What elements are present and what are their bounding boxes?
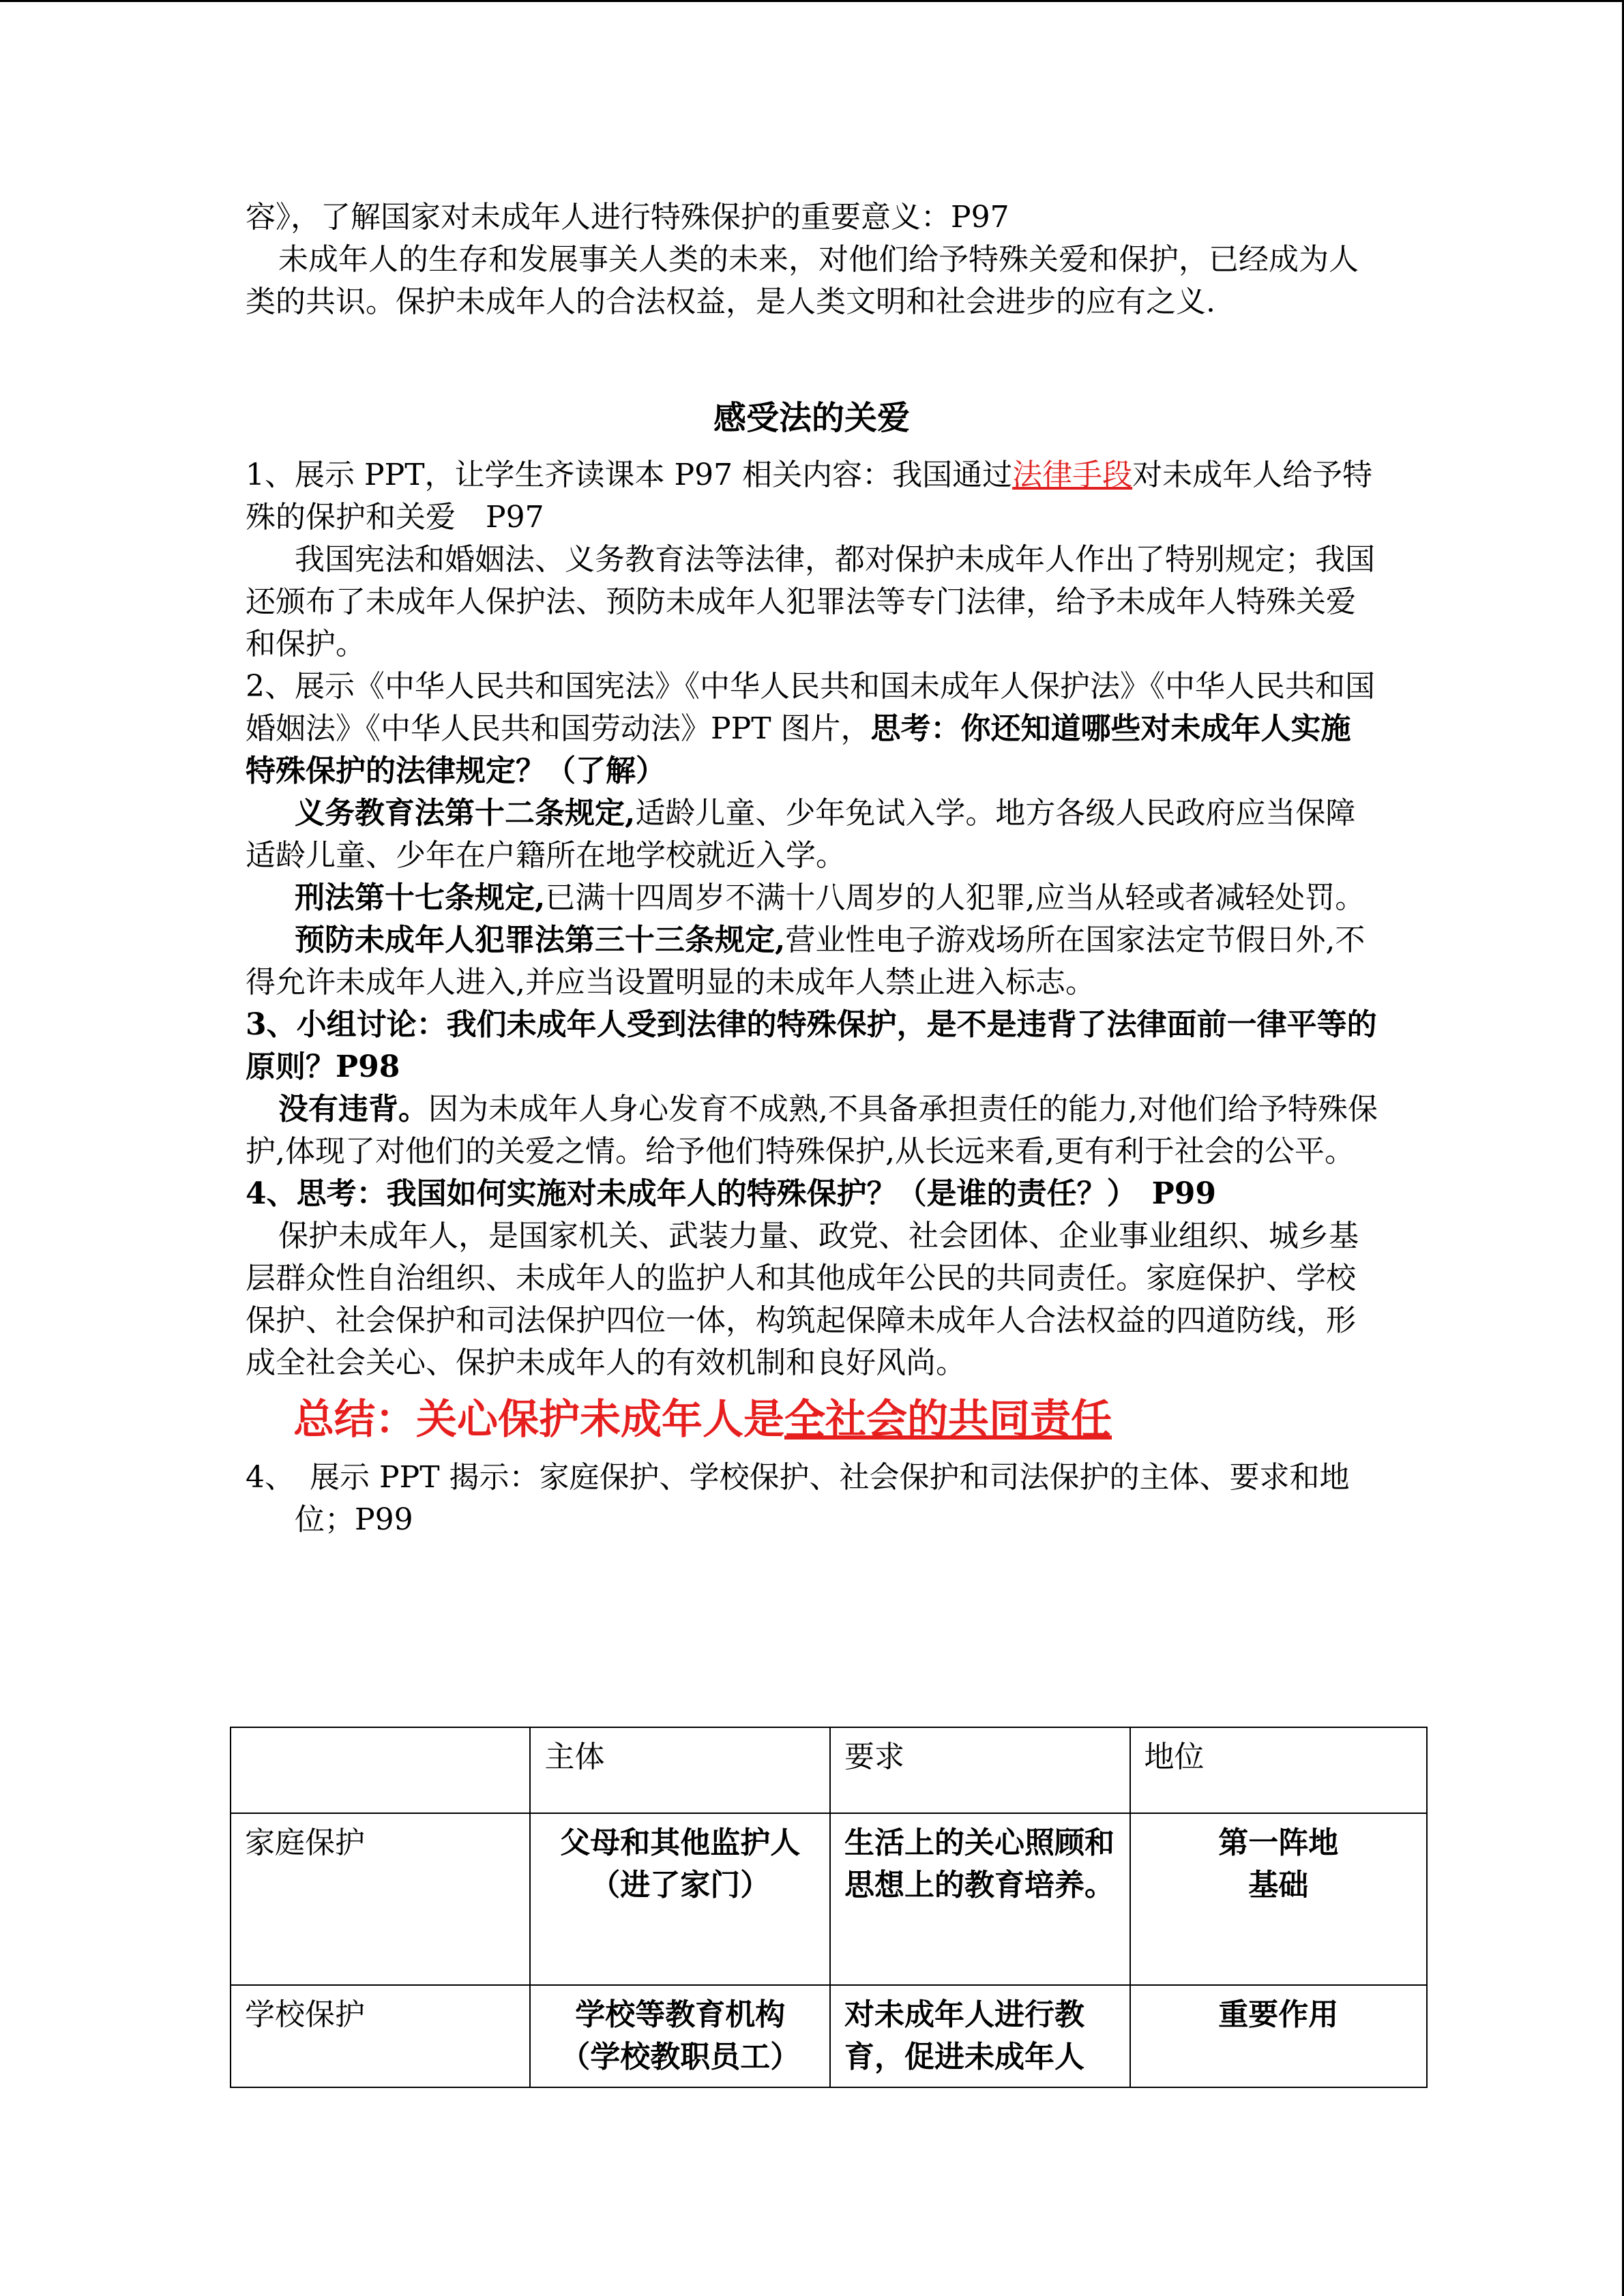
item3-answer-lead: 没有违背。: [278, 1092, 428, 1127]
item1-heading: [246, 454, 1378, 539]
protection-table: [230, 1727, 1428, 2088]
law2-paragraph: [246, 877, 1378, 919]
status-line: 第一阵地: [1218, 1825, 1339, 1860]
table-row: [231, 1985, 1427, 2087]
law1-paragraph: [246, 792, 1378, 877]
law1-title: 义务教育法第十二条规定,: [295, 796, 636, 831]
subject-cell: [530, 1813, 830, 1985]
law2-title: 刑法第十七条规定,: [295, 880, 546, 915]
status-cell: [1130, 1813, 1427, 1985]
summary-line: [293, 1388, 1378, 1451]
table-row: [231, 1813, 1427, 1985]
summary-prefix: 总结：关心保护未成年人是: [293, 1396, 784, 1444]
requirement-cell: 对未成年人进行教育，促进未成年人: [830, 1985, 1130, 2087]
row-name-cell: 家庭保护: [231, 1813, 530, 1985]
item1-prefix: 1、展示 PPT，让学生齐读课本 P97 相关内容：我国通过: [246, 458, 1013, 492]
item1-highlight: 法律手段: [1012, 458, 1133, 492]
subject-line: 学校等教育机构: [575, 1997, 786, 2032]
status-note: 基础: [1248, 1868, 1309, 1903]
intro-line: 容》，了解国家对未成年人进行特殊保护的重要意义：P97: [246, 200, 1009, 235]
subject-note: （进了家门）: [590, 1868, 771, 1903]
law1-text: 适龄儿童、少年免试入学。地方各级人民政府应当保障适龄儿童、少年在户籍所在地学校就近入学。: [246, 796, 1356, 873]
item1-suffix: 对未成年人给予特殊的保护和关爱 P97: [246, 458, 1373, 535]
table-header-cell: [231, 1727, 530, 1813]
item1-paragraph: 我国宪法和婚姻法、义务教育法等法律，都对保护未成年人作出了特别规定；我国还颁布了未成年人保护法、预防未成年人犯罪法等专门法律，给予未成年人特殊关爱和保护。: [246, 542, 1375, 661]
document-body: [246, 196, 1378, 1541]
table-header-cell: 要求: [830, 1727, 1130, 1813]
table-header-cell: 主体: [530, 1727, 830, 1813]
subject-line: 父母和其他监护人: [560, 1825, 801, 1860]
subject-note: （学校教职员工）: [560, 2040, 801, 2074]
status-line: 重要作用: [1218, 1997, 1339, 2032]
table-header-cell: 地位: [1130, 1727, 1427, 1813]
item5-text: 4、 展示 PPT 揭示：家庭保护、学校保护、社会保护和司法保护的主体、要求和地位；P99: [246, 1460, 1350, 1537]
item4-question: 4、思考：我国如何实施对未成年人的特殊保护？（是谁的责任？） P99: [246, 1176, 1216, 1211]
subject-cell: [530, 1985, 830, 2087]
item2-heading: [246, 666, 1378, 792]
table-header-row: [231, 1727, 1427, 1813]
item3-answer: [246, 1088, 1378, 1173]
law3-paragraph: [246, 919, 1378, 1004]
item3-answer-text: 因为未成年人身心发育不成熟,不具备承担责任的能力,对他们给予特殊保护,体现了对他们的关爱之情。给予他们特殊保护,从长远来看,更有利于社会的公平。: [246, 1092, 1378, 1169]
item2-text: 2、展示《中华人民共和国宪法》《中华人民共和国未成年人保护法》《中华人民共和国婚姻法》《中华人民共和国劳动法》PPT 图片，: [246, 669, 1375, 746]
law3-text: 营业性电子游戏场所在国家法定节假日外,不得允许未成年人进入,并应当设置明显的未成年人禁止进入标志。: [246, 923, 1365, 1000]
item2-question: 思考：你还知道哪些对未成年人实施特殊保护的法律规定？（了解）: [246, 711, 1351, 788]
section-title: 感受法的关爱: [713, 399, 910, 437]
law3-title: 预防未成年人犯罪法第三十三条规定,: [295, 923, 786, 957]
row-name-cell: 学校保护: [231, 1985, 530, 2087]
item4-paragraph: 保护未成年人，是国家机关、武装力量、政党、社会团体、企业事业组织、城乡基层群众性自治组织、未成年人的监护人和其他成年公民的共同责任。家庭保护、学校保护、社会保护和司法保护四位一体，构筑起保障未成年人合法权益的四道防线，形成全社会关心、保护未成年人的有效机制和良好风尚。: [246, 1219, 1359, 1380]
law2-text: 已满十四周岁不满十八周岁的人犯罪,应当从轻或者减轻处罚。: [545, 880, 1365, 915]
item3-question: 3、小组讨论：我们未成年人受到法律的特殊保护，是不是违背了法律面前一律平等的原则？P98: [246, 1007, 1377, 1084]
summary-underlined: 全社会的共同责任: [784, 1396, 1112, 1444]
page-top-border: [0, 0, 1624, 2]
status-cell: [1130, 1985, 1427, 2087]
requirement-cell: 生活上的关心照顾和思想上的教育培养。: [830, 1813, 1130, 1985]
intro-paragraph: 未成年人的生存和发展事关人类的未来，对他们给予特殊关爱和保护，已经成为人类的共识。保护未成年人的合法权益，是人类文明和社会进步的应有之义.: [246, 242, 1359, 319]
